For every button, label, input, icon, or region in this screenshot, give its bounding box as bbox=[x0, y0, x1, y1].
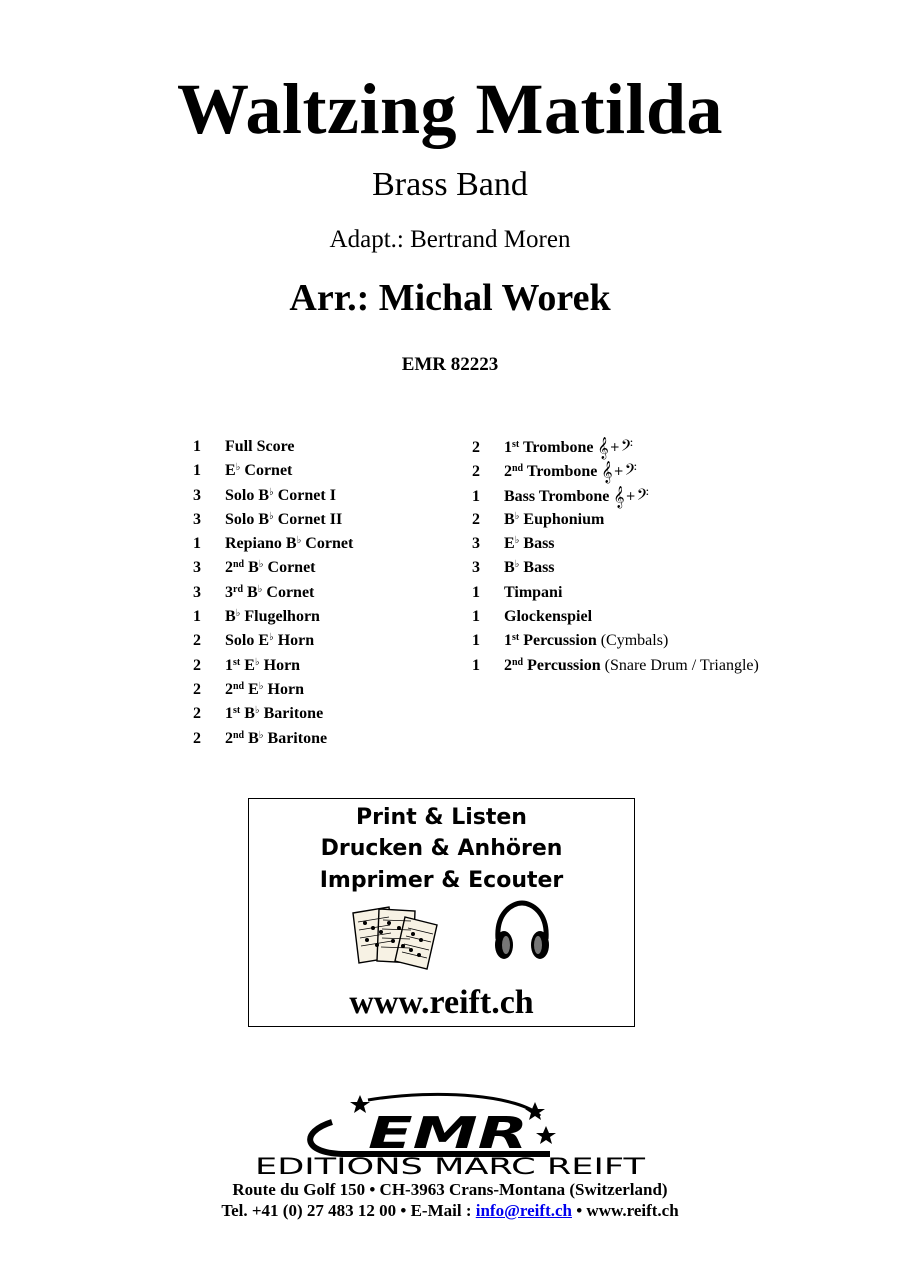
part-name bbox=[504, 632, 597, 649]
part-name bbox=[504, 584, 562, 601]
part-instrument: Full Score bbox=[225, 438, 295, 455]
part-row bbox=[472, 509, 759, 533]
part-quantity: 1 bbox=[193, 608, 201, 626]
ordinal-number: 1 bbox=[504, 632, 512, 650]
part-instrument: Trombone bbox=[523, 463, 598, 481]
part-name bbox=[225, 730, 327, 747]
part-quantity: 3 bbox=[472, 559, 480, 577]
flat-icon: ♭ bbox=[514, 510, 520, 522]
bass-clef-icon: 𝄢 bbox=[624, 461, 637, 484]
email-link[interactable]: info@reift.ch bbox=[475, 1201, 572, 1220]
ordinal-number: 2 bbox=[504, 656, 512, 674]
part-row bbox=[472, 582, 759, 606]
flat-icon: ♭ bbox=[235, 608, 241, 620]
part-instrument: Glockenspiel bbox=[504, 608, 593, 626]
part-row bbox=[472, 485, 759, 509]
part-row bbox=[193, 630, 353, 654]
part-name bbox=[504, 439, 593, 456]
flat-icon: ♭ bbox=[514, 535, 520, 547]
part-row bbox=[193, 509, 353, 533]
catalog-number: EMR 82223 bbox=[401, 354, 499, 375]
part-instrument: Cornet II bbox=[277, 510, 343, 528]
part-name bbox=[225, 705, 323, 722]
plus-sign: + bbox=[613, 464, 624, 479]
arranger-credit: Arr.: Michal Worek bbox=[289, 277, 611, 319]
part-name bbox=[504, 535, 555, 552]
part-row bbox=[472, 606, 759, 630]
ordinal-suffix: st bbox=[233, 705, 241, 717]
part-instrument: Baritone bbox=[267, 729, 328, 747]
flat-icon: ♭ bbox=[514, 559, 520, 571]
promo-line-french: Imprimer & Ecouter bbox=[319, 868, 564, 893]
ordinal-suffix: nd bbox=[233, 680, 245, 692]
part-name bbox=[225, 559, 316, 576]
part-quantity: 3 bbox=[472, 535, 480, 553]
part-name bbox=[225, 657, 300, 674]
part-instrument: Cornet bbox=[305, 535, 354, 553]
treble-clef-icon: 𝄞 bbox=[613, 485, 625, 508]
part-name bbox=[225, 487, 336, 504]
flat-icon: ♭ bbox=[269, 486, 274, 498]
ordinal-suffix: nd bbox=[233, 559, 245, 571]
flat-icon: ♭ bbox=[269, 632, 274, 644]
part-instrument: Baritone bbox=[263, 705, 324, 723]
emr-logo bbox=[250, 1088, 650, 1178]
part-key: B bbox=[225, 608, 236, 626]
part-row bbox=[472, 436, 759, 460]
ordinal-number: 2 bbox=[504, 463, 512, 481]
part-key: Solo B bbox=[225, 510, 270, 528]
part-instrument: Bass bbox=[523, 559, 555, 577]
part-row bbox=[193, 460, 353, 484]
part-row bbox=[193, 728, 353, 752]
part-row bbox=[193, 557, 353, 581]
publisher-website: • www.reift.ch bbox=[571, 1201, 679, 1220]
star-icon bbox=[536, 1126, 556, 1144]
part-key: E bbox=[504, 535, 515, 553]
ordinal-suffix: st bbox=[233, 656, 241, 668]
part-name bbox=[504, 559, 555, 576]
part-name bbox=[225, 632, 314, 649]
flat-icon: ♭ bbox=[258, 680, 264, 692]
part-quantity: 1 bbox=[193, 438, 201, 455]
publisher-address: Route du Golf 150 • CH-3963 Crans-Montana (Switzerland) bbox=[232, 1180, 668, 1199]
part-row bbox=[472, 630, 759, 654]
part-quantity: 1 bbox=[472, 656, 480, 674]
part-name bbox=[225, 608, 320, 625]
part-quantity: 2 bbox=[472, 439, 480, 456]
part-name bbox=[504, 463, 597, 480]
part-quantity: 1 bbox=[472, 632, 480, 650]
flat-icon: ♭ bbox=[258, 729, 264, 741]
part-row bbox=[193, 485, 353, 509]
part-row bbox=[193, 436, 353, 460]
part-instrument: Cornet bbox=[267, 559, 316, 577]
part-key: E bbox=[240, 656, 255, 674]
part-instrument: Horn bbox=[267, 680, 304, 698]
part-quantity: 2 bbox=[193, 656, 201, 674]
bass-clef-icon: 𝄢 bbox=[636, 485, 649, 508]
part-name bbox=[225, 584, 314, 601]
sheet-music-icon bbox=[349, 903, 445, 971]
part-name bbox=[504, 657, 601, 674]
part-quantity: 1 bbox=[472, 608, 480, 626]
flat-icon: ♭ bbox=[257, 583, 263, 595]
treble-clef-icon: 𝄞 bbox=[601, 461, 613, 484]
part-quantity: 3 bbox=[193, 510, 201, 528]
part-row bbox=[193, 703, 353, 727]
part-quantity: 2 bbox=[193, 632, 201, 650]
flat-icon: ♭ bbox=[296, 535, 302, 547]
part-key: B bbox=[240, 705, 255, 723]
flat-icon: ♭ bbox=[269, 510, 274, 522]
part-key: B bbox=[504, 559, 515, 577]
part-instrument: Bass bbox=[523, 535, 555, 553]
flat-icon: ♭ bbox=[258, 559, 264, 571]
parts-list-right bbox=[472, 436, 759, 679]
treble-clef-icon: 𝄞 bbox=[597, 437, 609, 459]
ordinal-suffix: rd bbox=[233, 583, 243, 595]
part-key: B bbox=[244, 559, 259, 577]
part-quantity: 2 bbox=[472, 510, 480, 528]
part-quantity: 1 bbox=[472, 583, 480, 601]
headphones-icon bbox=[490, 899, 554, 965]
part-name bbox=[225, 438, 294, 455]
part-key: E bbox=[225, 462, 236, 480]
star-icon bbox=[525, 1102, 545, 1120]
part-key: B bbox=[243, 583, 258, 601]
part-quantity: 1 bbox=[472, 487, 480, 505]
ordinal-number: 1 bbox=[504, 439, 512, 456]
page-title: Waltzing Matilda bbox=[177, 69, 723, 149]
part-row bbox=[472, 655, 759, 679]
ordinal-suffix: nd bbox=[512, 463, 524, 475]
part-name bbox=[504, 511, 604, 528]
part-key: Solo B bbox=[225, 486, 270, 504]
part-instrument: Percussion bbox=[523, 656, 601, 674]
print-listen-box bbox=[248, 798, 635, 1027]
ordinal-suffix: st bbox=[512, 439, 520, 450]
part-quantity: 2 bbox=[193, 680, 201, 698]
part-quantity: 1 bbox=[193, 535, 201, 553]
part-instrument: Timpani bbox=[504, 583, 563, 601]
adaptation-credit: Adapt.: Bertrand Moren bbox=[329, 226, 571, 253]
ordinal-number: 1 bbox=[225, 705, 233, 723]
part-quantity: 2 bbox=[472, 463, 480, 481]
part-instrument: Cornet bbox=[266, 583, 315, 601]
part-name bbox=[225, 535, 353, 552]
part-row bbox=[472, 460, 759, 484]
part-quantity: 1 bbox=[193, 462, 201, 480]
ordinal-number: 2 bbox=[225, 680, 233, 698]
logo-lettering: EMR bbox=[368, 1108, 528, 1159]
promo-line-german: Drucken & Anhören bbox=[320, 836, 563, 861]
part-key: B bbox=[504, 510, 515, 528]
part-instrument: Euphonium bbox=[523, 510, 605, 528]
part-name bbox=[225, 511, 342, 528]
part-row bbox=[193, 582, 353, 606]
ordinal-number: 2 bbox=[225, 559, 233, 577]
part-row bbox=[472, 557, 759, 581]
part-key: Repiano B bbox=[225, 535, 297, 553]
part-instrument: Flugelhorn bbox=[244, 608, 320, 626]
part-name bbox=[225, 462, 292, 479]
part-row bbox=[193, 655, 353, 679]
part-quantity: 2 bbox=[193, 729, 201, 747]
part-quantity: 3 bbox=[193, 486, 201, 504]
ordinal-number: 1 bbox=[225, 656, 233, 674]
part-name bbox=[504, 488, 609, 505]
part-quantity: 3 bbox=[193, 559, 201, 577]
ensemble-subtitle: Brass Band bbox=[372, 166, 528, 203]
bass-clef-icon: 𝄢 bbox=[620, 437, 633, 459]
plus-sign: + bbox=[625, 488, 636, 503]
part-quantity: 3 bbox=[193, 583, 201, 601]
publisher-contact bbox=[0, 1201, 900, 1221]
flat-icon: ♭ bbox=[254, 705, 260, 717]
part-row bbox=[193, 606, 353, 630]
ordinal-number: 2 bbox=[225, 729, 233, 747]
part-instrument: Percussion bbox=[519, 632, 597, 650]
part-key: E bbox=[244, 680, 259, 698]
ordinal-suffix: nd bbox=[233, 729, 245, 741]
parts-list-left bbox=[193, 436, 353, 752]
part-instrument: Horn bbox=[263, 656, 301, 674]
flat-icon: ♭ bbox=[254, 656, 260, 668]
flat-icon: ♭ bbox=[235, 462, 241, 474]
ordinal-suffix: nd bbox=[512, 656, 524, 668]
part-name bbox=[504, 608, 592, 625]
part-row bbox=[472, 533, 759, 557]
part-instrument: Horn bbox=[277, 632, 315, 650]
part-key: Solo E bbox=[225, 632, 270, 650]
part-row bbox=[193, 679, 353, 703]
promo-website: www.reift.ch bbox=[349, 984, 534, 1021]
part-quantity: 2 bbox=[193, 705, 201, 723]
part-instrument: Cornet I bbox=[277, 486, 336, 504]
part-instrument: Bass Trombone bbox=[504, 487, 610, 505]
part-note: (Cymbals) bbox=[596, 632, 669, 650]
publisher-phone: Tel. +41 (0) 27 483 12 00 • E-Mail : bbox=[221, 1201, 476, 1220]
star-icon bbox=[350, 1095, 370, 1113]
part-name bbox=[225, 681, 304, 698]
part-note: (Snare Drum / Triangle) bbox=[600, 656, 759, 674]
part-instrument: Trombone bbox=[519, 439, 594, 456]
part-instrument: Cornet bbox=[244, 462, 293, 480]
ordinal-suffix: st bbox=[512, 632, 520, 644]
plus-sign: + bbox=[609, 440, 620, 454]
ordinal-number: 3 bbox=[225, 583, 233, 601]
promo-line-english: Print & Listen bbox=[356, 805, 527, 830]
publisher-name: EDITIONS MARC REIFT bbox=[255, 1155, 646, 1178]
part-key: B bbox=[244, 729, 259, 747]
part-row bbox=[193, 533, 353, 557]
